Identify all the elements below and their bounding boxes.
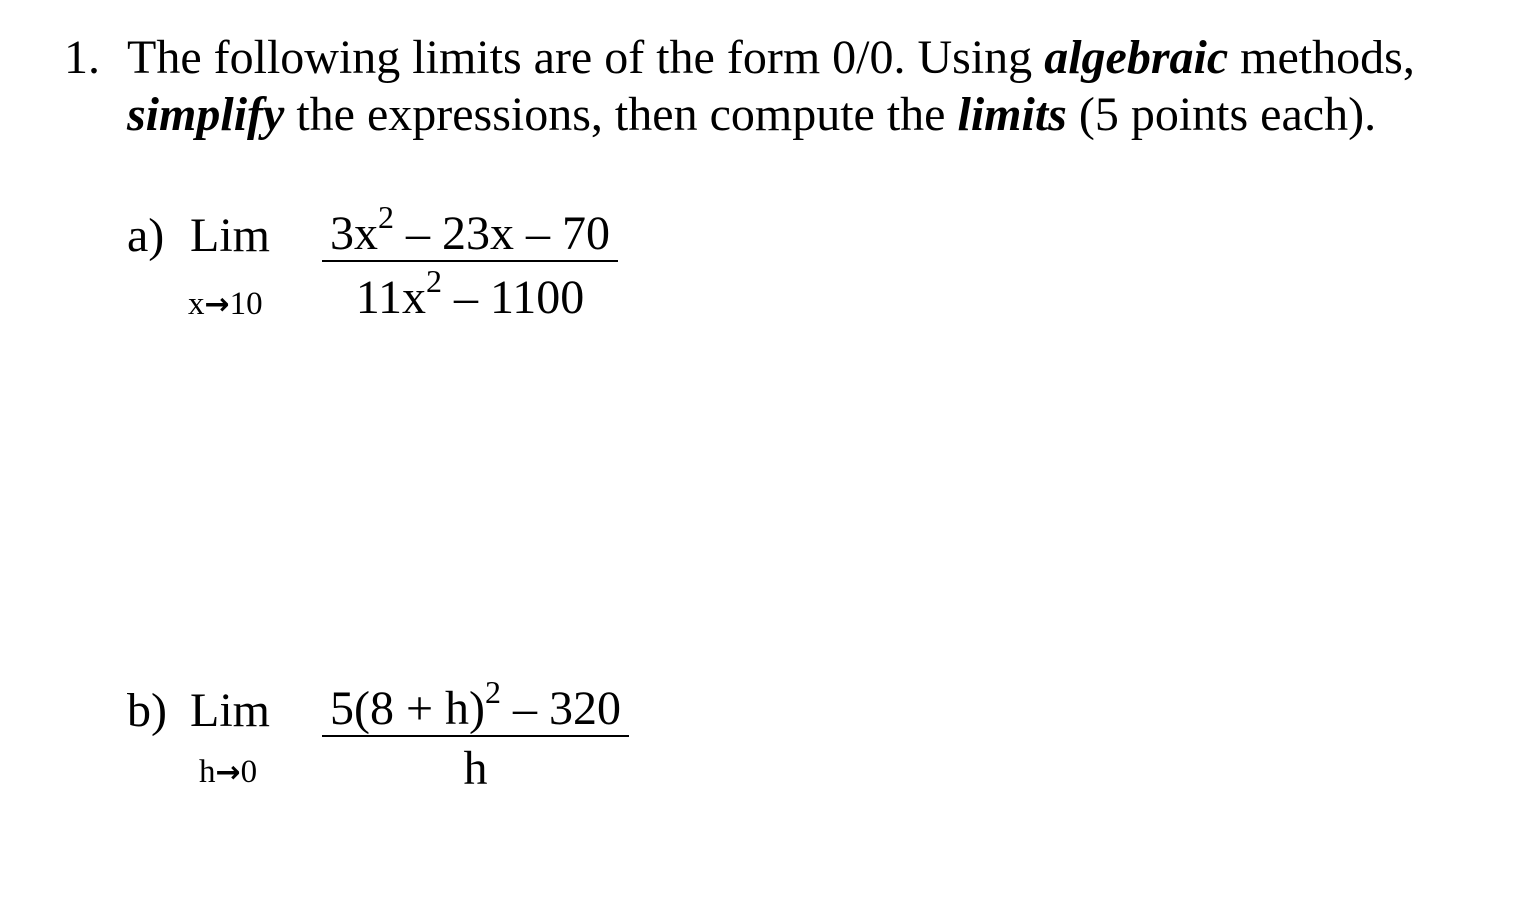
question-number: 1. xyxy=(64,31,100,84)
part-b-lim: Lim xyxy=(190,684,270,737)
part-b-sub-value: 0 xyxy=(240,754,258,790)
part-b-numerator xyxy=(322,674,629,737)
part-a-fraction xyxy=(322,199,618,324)
question-line-2 xyxy=(127,87,1376,143)
part-b-fraction xyxy=(322,674,629,795)
part-a-den-rest: – 1100 xyxy=(442,271,585,324)
part-a-num-rest: – 23x – 70 xyxy=(394,207,610,260)
right-arrow-icon: → xyxy=(204,287,230,322)
part-a-num-exponent: 2 xyxy=(378,199,394,235)
part-a-numerator xyxy=(322,199,618,262)
part-a-den-exponent: 2 xyxy=(426,263,442,299)
question-line-2-end: (5 points each). xyxy=(1066,88,1377,141)
question-line-1 xyxy=(127,30,1415,86)
part-b-sub-variable: h xyxy=(199,754,216,790)
part-b-num-term: 5(8 + h) xyxy=(329,682,486,735)
question-line-2-text: the expressions, then compute the xyxy=(284,88,958,141)
emphasis-simplify: simplify xyxy=(127,88,285,141)
emphasis-algebraic: algebraic xyxy=(1044,31,1229,84)
part-b-num-rest: – 320 xyxy=(501,682,622,735)
part-b-label: b) xyxy=(127,684,167,737)
right-arrow-icon: → xyxy=(215,755,241,790)
question-line-1-end: methods, xyxy=(1228,31,1415,84)
part-b-denominator: h xyxy=(463,742,488,795)
part-a-limit-subscript xyxy=(188,284,263,325)
part-a-sub-value: 10 xyxy=(229,286,263,322)
part-b-limit-subscript xyxy=(199,752,257,793)
question-line-1-text: The following limits are of the form 0/0. Using xyxy=(127,31,1045,84)
part-a-denominator xyxy=(322,263,618,324)
part-a-num-term: 3x xyxy=(330,207,378,260)
emphasis-limits: limits xyxy=(957,88,1067,141)
part-a-lim: Lim xyxy=(190,209,270,262)
part-b-num-exponent: 2 xyxy=(485,674,502,710)
part-a-sub-variable: x xyxy=(188,286,205,322)
part-a-label: a) xyxy=(127,209,165,262)
part-a-den-term: 11x xyxy=(355,271,426,324)
